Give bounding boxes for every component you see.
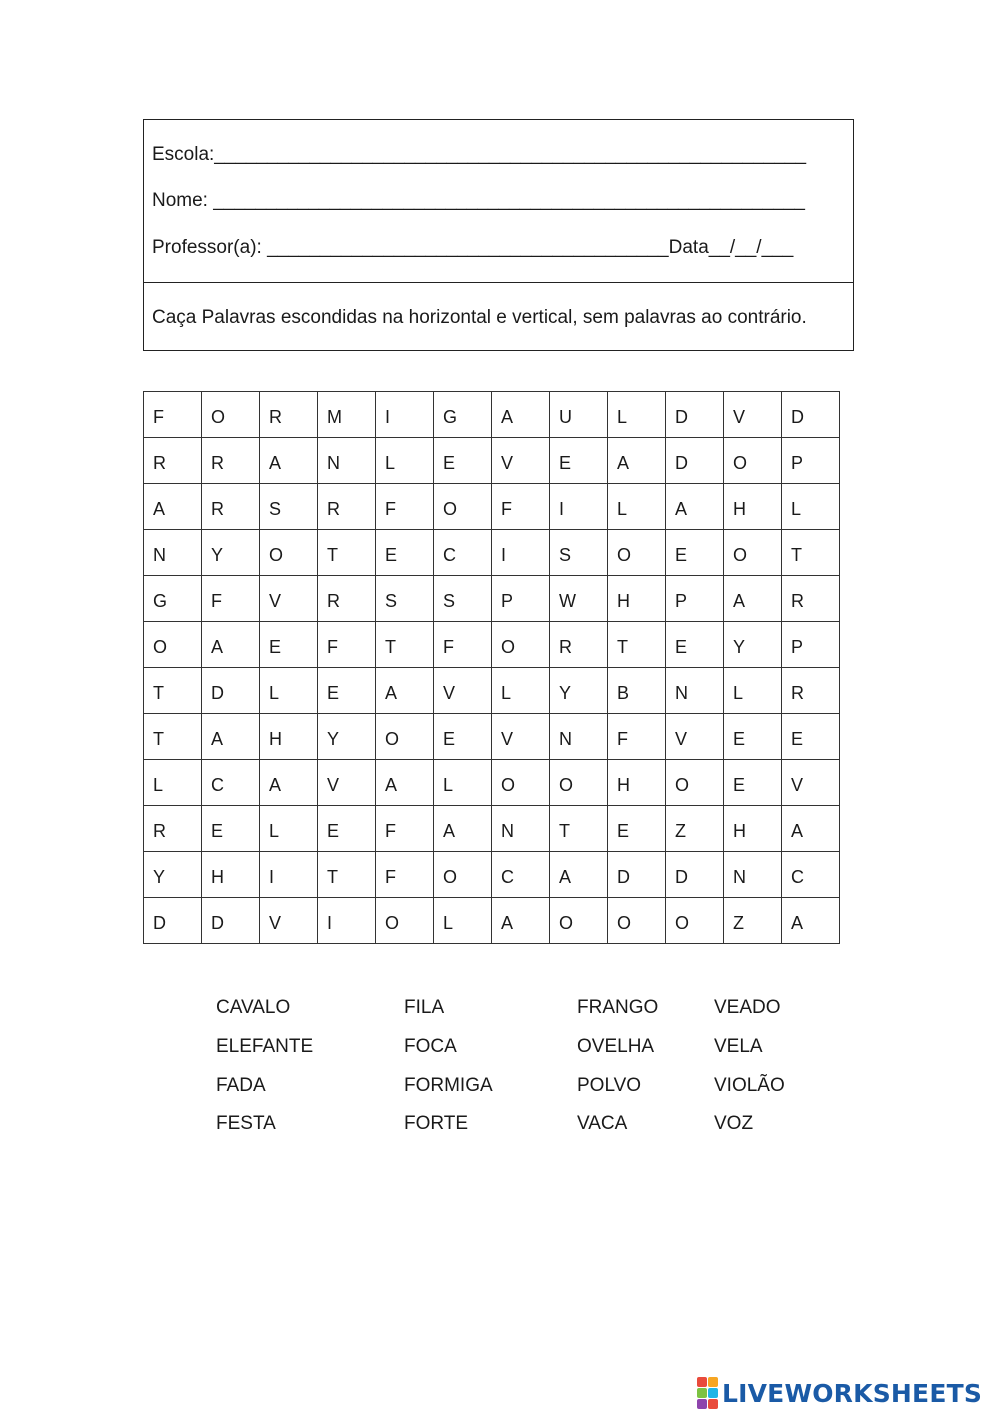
grid-cell[interactable]: B — [608, 668, 666, 714]
word-list-item: FRANGO — [577, 997, 659, 1018]
logo-square — [697, 1399, 707, 1409]
grid-cell[interactable]: O — [492, 760, 550, 806]
logo-mark-icon — [697, 1377, 718, 1409]
grid-cell[interactable]: O — [260, 530, 318, 576]
grid-cell[interactable]: E — [318, 668, 376, 714]
grid-cell[interactable]: L — [260, 668, 318, 714]
grid-cell[interactable]: F — [376, 806, 434, 852]
nome-field[interactable]: Nome: ________________________________________________________ — [152, 190, 805, 211]
grid-cell[interactable]: S — [434, 576, 492, 622]
grid-cell[interactable]: A — [666, 484, 724, 530]
grid-cell[interactable]: A — [724, 576, 782, 622]
grid-row — [144, 622, 840, 668]
word-list-item: OVELHA — [577, 1036, 655, 1057]
grid-cell[interactable]: I — [550, 484, 608, 530]
word-list-item: FILA — [404, 997, 445, 1018]
grid-cell[interactable]: C — [782, 852, 840, 898]
grid-cell[interactable]: L — [376, 438, 434, 484]
grid-cell[interactable]: D — [782, 392, 840, 438]
grid-cell[interactable]: R — [260, 392, 318, 438]
grid-cell[interactable]: V — [724, 392, 782, 438]
grid-cell[interactable]: L — [608, 392, 666, 438]
grid-cell[interactable]: E — [550, 438, 608, 484]
grid-cell[interactable]: R — [550, 622, 608, 668]
grid-cell[interactable]: F — [318, 622, 376, 668]
grid-cell[interactable]: L — [434, 898, 492, 944]
grid-cell[interactable]: F — [492, 484, 550, 530]
grid-cell[interactable]: G — [434, 392, 492, 438]
grid-cell[interactable]: A — [202, 714, 260, 760]
grid-cell[interactable]: F — [376, 852, 434, 898]
grid-cell[interactable]: E — [434, 714, 492, 760]
grid-row — [144, 530, 840, 576]
grid-cell[interactable]: R — [318, 484, 376, 530]
logo-square — [708, 1377, 718, 1387]
grid-cell[interactable]: O — [434, 852, 492, 898]
grid-cell[interactable]: T — [318, 852, 376, 898]
grid-cell[interactable]: I — [318, 898, 376, 944]
grid-cell[interactable]: L — [724, 668, 782, 714]
grid-row — [144, 852, 840, 898]
grid-cell[interactable]: D — [202, 668, 260, 714]
grid-cell[interactable]: M — [318, 392, 376, 438]
grid-cell[interactable]: H — [608, 760, 666, 806]
grid-row — [144, 714, 840, 760]
grid-cell[interactable]: N — [724, 852, 782, 898]
grid-cell[interactable]: A — [492, 898, 550, 944]
grid-cell[interactable]: T — [376, 622, 434, 668]
grid-cell[interactable]: T — [550, 806, 608, 852]
word-list-item: FESTA — [216, 1113, 276, 1134]
word-list-item: VELA — [714, 1036, 763, 1057]
grid-cell[interactable]: H — [608, 576, 666, 622]
grid-cell[interactable]: A — [782, 898, 840, 944]
grid-cell[interactable]: I — [376, 392, 434, 438]
grid-cell[interactable]: E — [666, 622, 724, 668]
grid-cell[interactable]: O — [434, 484, 492, 530]
grid-cell[interactable]: P — [492, 576, 550, 622]
word-search-grid[interactable] — [143, 391, 840, 944]
grid-cell[interactable]: E — [724, 760, 782, 806]
grid-cell[interactable]: L — [144, 760, 202, 806]
word-list-item: VEADO — [714, 997, 781, 1018]
grid-cell[interactable]: L — [492, 668, 550, 714]
grid-cell[interactable]: C — [202, 760, 260, 806]
grid-cell[interactable]: Z — [724, 898, 782, 944]
grid-cell[interactable]: A — [434, 806, 492, 852]
grid-cell[interactable]: I — [492, 530, 550, 576]
grid-cell[interactable]: E — [434, 438, 492, 484]
grid-cell[interactable]: E — [666, 530, 724, 576]
grid-cell[interactable]: O — [376, 714, 434, 760]
grid-cell[interactable]: W — [550, 576, 608, 622]
grid-cell[interactable]: D — [666, 852, 724, 898]
grid-cell[interactable]: V — [492, 714, 550, 760]
grid-cell[interactable]: N — [550, 714, 608, 760]
grid-cell[interactable]: E — [608, 806, 666, 852]
grid-row — [144, 668, 840, 714]
grid-cell[interactable]: A — [260, 760, 318, 806]
grid-cell[interactable]: T — [608, 622, 666, 668]
grid-cell[interactable]: S — [260, 484, 318, 530]
grid-cell[interactable]: E — [724, 714, 782, 760]
escola-field[interactable]: Escola:________________________________________________________ — [152, 144, 807, 165]
grid-cell[interactable]: E — [782, 714, 840, 760]
word-list-item: POLVO — [577, 1075, 642, 1096]
grid-cell[interactable]: H — [260, 714, 318, 760]
grid-cell[interactable]: D — [202, 898, 260, 944]
grid-cell[interactable]: V — [318, 760, 376, 806]
grid-cell[interactable]: Y — [202, 530, 260, 576]
grid-cell[interactable]: O — [202, 392, 260, 438]
word-list-item: FORMIGA — [404, 1075, 493, 1096]
grid-cell[interactable]: O — [724, 530, 782, 576]
grid-cell[interactable]: D — [608, 852, 666, 898]
word-list-item: ELEFANTE — [216, 1036, 314, 1057]
liveworksheets-logo — [697, 1378, 982, 1408]
grid-cell[interactable]: F — [608, 714, 666, 760]
grid-cell[interactable]: A — [550, 852, 608, 898]
logo-square — [697, 1377, 707, 1387]
grid-cell[interactable]: R — [782, 668, 840, 714]
grid-cell[interactable]: E — [376, 530, 434, 576]
grid-cell[interactable]: O — [492, 622, 550, 668]
grid-row — [144, 484, 840, 530]
grid-cell[interactable]: F — [434, 622, 492, 668]
word-list-item: FADA — [216, 1075, 266, 1096]
word-list-item: VACA — [577, 1113, 628, 1134]
grid-cell[interactable]: N — [144, 530, 202, 576]
grid-cell[interactable]: F — [144, 392, 202, 438]
grid-cell[interactable]: A — [144, 484, 202, 530]
grid-cell[interactable]: O — [666, 760, 724, 806]
grid-cell[interactable]: V — [260, 576, 318, 622]
grid-row — [144, 438, 840, 484]
logo-square — [708, 1388, 718, 1398]
grid-cell[interactable]: T — [318, 530, 376, 576]
grid-cell[interactable]: V — [492, 438, 550, 484]
grid-cell[interactable]: P — [782, 438, 840, 484]
grid-cell[interactable]: T — [144, 714, 202, 760]
grid-cell[interactable]: N — [666, 668, 724, 714]
grid-cell[interactable]: D — [666, 392, 724, 438]
grid-cell[interactable]: A — [492, 392, 550, 438]
grid-cell[interactable]: P — [782, 622, 840, 668]
grid-cell[interactable]: O — [550, 760, 608, 806]
grid-cell[interactable]: O — [608, 530, 666, 576]
grid-row — [144, 760, 840, 806]
professor-date-field[interactable]: Professor(a): ______________________________________Data__/__/___ — [152, 237, 794, 258]
grid-cell[interactable]: H — [724, 484, 782, 530]
grid-cell[interactable]: A — [608, 438, 666, 484]
grid-cell[interactable]: R — [202, 438, 260, 484]
word-list-item: VOZ — [714, 1113, 754, 1134]
grid-cell[interactable]: A — [260, 438, 318, 484]
header-divider — [144, 282, 853, 283]
grid-cell[interactable]: E — [260, 622, 318, 668]
grid-cell[interactable]: C — [434, 530, 492, 576]
grid-row — [144, 392, 840, 438]
grid-cell[interactable]: O — [608, 898, 666, 944]
grid-cell[interactable]: G — [144, 576, 202, 622]
grid-cell[interactable]: O — [724, 438, 782, 484]
grid-cell[interactable]: A — [782, 806, 840, 852]
grid-row — [144, 898, 840, 944]
grid-cell[interactable]: H — [202, 852, 260, 898]
grid-cell[interactable]: F — [202, 576, 260, 622]
grid-cell[interactable]: L — [608, 484, 666, 530]
grid-cell[interactable]: N — [318, 438, 376, 484]
grid-row — [144, 806, 840, 852]
grid-cell[interactable]: Y — [724, 622, 782, 668]
grid-cell[interactable]: H — [724, 806, 782, 852]
grid-cell[interactable]: Y — [550, 668, 608, 714]
grid-cell[interactable]: R — [318, 576, 376, 622]
grid-cell[interactable]: L — [782, 484, 840, 530]
grid-cell[interactable]: A — [376, 668, 434, 714]
grid-cell[interactable]: D — [144, 898, 202, 944]
grid-cell[interactable]: O — [144, 622, 202, 668]
logo-square — [708, 1399, 718, 1409]
grid-cell[interactable]: V — [666, 714, 724, 760]
grid-cell[interactable]: T — [782, 530, 840, 576]
word-list-item: FORTE — [404, 1113, 469, 1134]
grid-row — [144, 576, 840, 622]
word-list-item: VIOLÃO — [714, 1075, 785, 1096]
grid-cell[interactable]: V — [434, 668, 492, 714]
word-list-item: FOCA — [404, 1036, 457, 1057]
grid-cell[interactable]: S — [376, 576, 434, 622]
grid-cell[interactable]: I — [260, 852, 318, 898]
grid-cell[interactable]: O — [550, 898, 608, 944]
grid-cell[interactable]: R — [144, 438, 202, 484]
grid-cell[interactable]: T — [144, 668, 202, 714]
grid-cell[interactable]: O — [376, 898, 434, 944]
grid-cell[interactable]: C — [492, 852, 550, 898]
grid-cell[interactable]: R — [144, 806, 202, 852]
grid-cell[interactable]: L — [260, 806, 318, 852]
grid-cell[interactable]: V — [260, 898, 318, 944]
grid-cell[interactable]: R — [782, 576, 840, 622]
grid-cell[interactable]: U — [550, 392, 608, 438]
grid-cell[interactable]: Y — [144, 852, 202, 898]
grid-cell[interactable]: Z — [666, 806, 724, 852]
grid-cell[interactable]: E — [202, 806, 260, 852]
grid-cell[interactable]: V — [782, 760, 840, 806]
grid-cell[interactable]: S — [550, 530, 608, 576]
grid-cell[interactable]: A — [202, 622, 260, 668]
grid-cell[interactable]: Y — [318, 714, 376, 760]
instructions: Caça Palavras escondidas na horizontal e vertical, sem palavras ao contrário. — [152, 307, 807, 328]
grid-cell[interactable]: O — [666, 898, 724, 944]
grid-cell[interactable]: P — [666, 576, 724, 622]
grid-cell[interactable]: A — [376, 760, 434, 806]
grid-cell[interactable]: N — [492, 806, 550, 852]
grid-cell[interactable]: D — [666, 438, 724, 484]
grid-cell[interactable]: R — [202, 484, 260, 530]
grid-cell[interactable]: F — [376, 484, 434, 530]
word-list-item: CAVALO — [216, 997, 291, 1018]
grid-cell[interactable]: E — [318, 806, 376, 852]
grid-cell[interactable]: L — [434, 760, 492, 806]
logo-square — [697, 1388, 707, 1398]
logo-text: LIVEWORKSHEETS — [722, 1378, 983, 1408]
